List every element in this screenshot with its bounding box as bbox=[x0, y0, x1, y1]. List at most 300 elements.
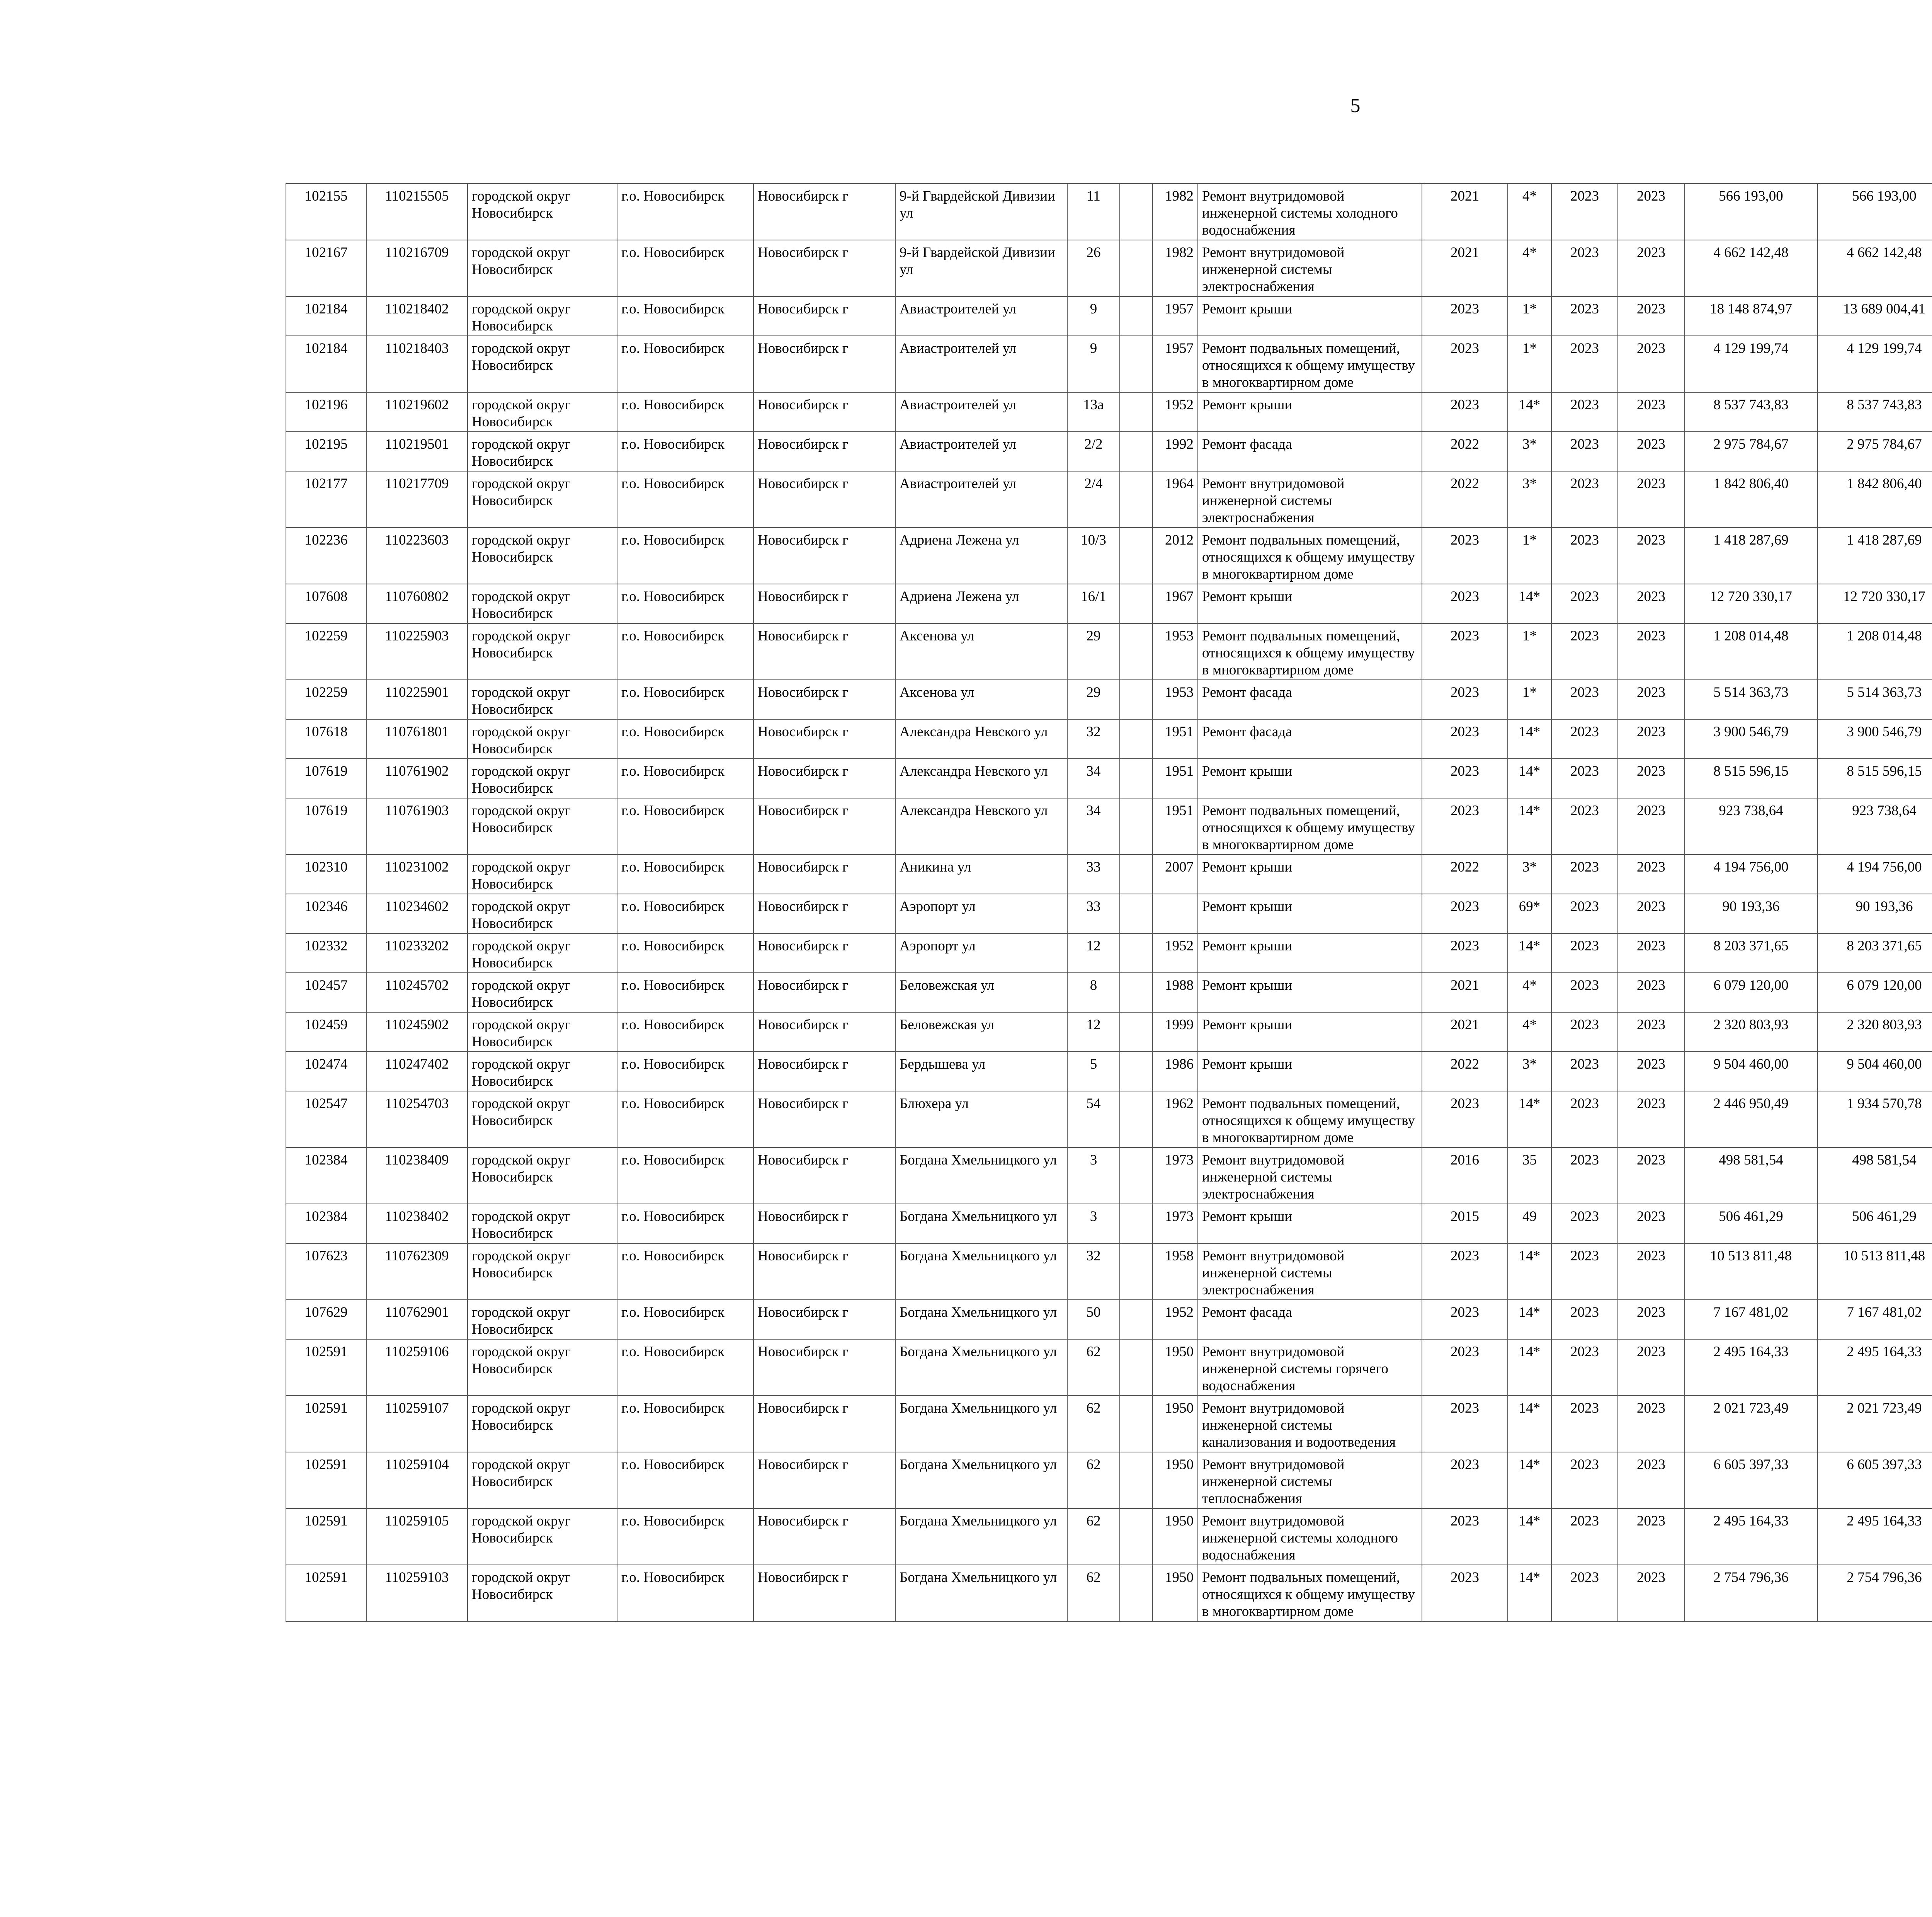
building-cell bbox=[1120, 1300, 1153, 1339]
fund-cost-cell: 2 754 796,36 bbox=[1818, 1565, 1932, 1621]
street-cell: Блюхера ул bbox=[895, 1091, 1067, 1147]
locality-cell: Новосибирск г bbox=[753, 336, 895, 392]
street-cell: Богдана Хмельницкого ул bbox=[895, 1565, 1067, 1621]
municipality-cell: городской округ Новосибирск bbox=[468, 1243, 617, 1300]
program-ref-cell: 4* bbox=[1508, 184, 1551, 240]
table-row bbox=[286, 933, 1932, 973]
year-built-cell: 1950 bbox=[1153, 1508, 1198, 1565]
planned-year-cell: 2023 bbox=[1422, 1508, 1508, 1565]
end-year-cell: 2023 bbox=[1618, 719, 1684, 759]
planned-year-cell: 2023 bbox=[1422, 759, 1508, 798]
locality-cell: Новосибирск г bbox=[753, 759, 895, 798]
locality-cell: Новосибирск г bbox=[753, 1147, 895, 1204]
total-cost-cell: 12 720 330,17 bbox=[1684, 584, 1818, 623]
start-year-cell: 2023 bbox=[1551, 623, 1618, 680]
program-ref-cell: 1* bbox=[1508, 680, 1551, 719]
house-number-cell: 16/1 bbox=[1067, 584, 1120, 623]
building-cell bbox=[1120, 1204, 1153, 1243]
building-cell bbox=[1120, 1012, 1153, 1052]
building-cell bbox=[1120, 240, 1153, 296]
total-cost-cell: 2 754 796,36 bbox=[1684, 1565, 1818, 1621]
start-year-cell: 2023 bbox=[1551, 1147, 1618, 1204]
end-year-cell: 2023 bbox=[1618, 1339, 1684, 1396]
program-ref-cell: 4* bbox=[1508, 1012, 1551, 1052]
work-type-cell: Ремонт подвальных помещений, относящихся к общему имуществу в многоквартирном доме bbox=[1198, 798, 1422, 855]
house-number-cell: 13а bbox=[1067, 392, 1120, 432]
year-built-cell: 1992 bbox=[1153, 432, 1198, 471]
building-cell bbox=[1120, 759, 1153, 798]
building-cell bbox=[1120, 1243, 1153, 1300]
work-type-cell: Ремонт крыши bbox=[1198, 392, 1422, 432]
building-cell bbox=[1120, 933, 1153, 973]
end-year-cell: 2023 bbox=[1618, 336, 1684, 392]
street-cell: Авиастроителей ул bbox=[895, 296, 1067, 336]
house-number-cell: 54 bbox=[1067, 1091, 1120, 1147]
planned-year-cell: 2015 bbox=[1422, 1204, 1508, 1243]
program-ref-cell: 3* bbox=[1508, 471, 1551, 528]
municipality-cell: городской округ Новосибирск bbox=[468, 1565, 617, 1621]
table-row bbox=[286, 759, 1932, 798]
total-cost-cell: 8 537 743,83 bbox=[1684, 392, 1818, 432]
table-row bbox=[286, 798, 1932, 855]
record-id-cell: 102184 bbox=[286, 296, 366, 336]
program-ref-cell: 3* bbox=[1508, 855, 1551, 894]
work-type-cell: Ремонт внутридомовой инженерной системы электроснабжения bbox=[1198, 471, 1422, 528]
end-year-cell: 2023 bbox=[1618, 1565, 1684, 1621]
year-built-cell: 1967 bbox=[1153, 584, 1198, 623]
building-cell bbox=[1120, 584, 1153, 623]
end-year-cell: 2023 bbox=[1618, 240, 1684, 296]
house-number-cell: 8 bbox=[1067, 973, 1120, 1012]
end-year-cell: 2023 bbox=[1618, 392, 1684, 432]
record-id-cell: 102591 bbox=[286, 1565, 366, 1621]
table-row bbox=[286, 1300, 1932, 1339]
program-ref-cell: 14* bbox=[1508, 933, 1551, 973]
work-type-cell: Ремонт крыши bbox=[1198, 894, 1422, 933]
street-cell: Богдана Хмельницкого ул bbox=[895, 1243, 1067, 1300]
year-built-cell: 1950 bbox=[1153, 1396, 1198, 1452]
planned-year-cell: 2023 bbox=[1422, 798, 1508, 855]
record-id-cell: 102547 bbox=[286, 1091, 366, 1147]
fund-cost-cell: 1 208 014,48 bbox=[1818, 623, 1932, 680]
locality-cell: Новосибирск г bbox=[753, 1012, 895, 1052]
work-id-cell: 110225903 bbox=[366, 623, 468, 680]
program-ref-cell: 14* bbox=[1508, 1565, 1551, 1621]
planned-year-cell: 2022 bbox=[1422, 1052, 1508, 1091]
municipal-unit-cell: г.о. Новосибирск bbox=[617, 1452, 753, 1508]
total-cost-cell: 923 738,64 bbox=[1684, 798, 1818, 855]
work-type-cell: Ремонт внутридомовой инженерной системы электроснабжения bbox=[1198, 1147, 1422, 1204]
work-id-cell: 110219501 bbox=[366, 432, 468, 471]
year-built-cell: 1973 bbox=[1153, 1147, 1198, 1204]
end-year-cell: 2023 bbox=[1618, 1147, 1684, 1204]
record-id-cell: 102474 bbox=[286, 1052, 366, 1091]
work-id-cell: 110216709 bbox=[366, 240, 468, 296]
end-year-cell: 2023 bbox=[1618, 184, 1684, 240]
year-built-cell: 1950 bbox=[1153, 1339, 1198, 1396]
planned-year-cell: 2023 bbox=[1422, 296, 1508, 336]
year-built-cell: 1951 bbox=[1153, 759, 1198, 798]
building-cell bbox=[1120, 894, 1153, 933]
record-id-cell: 102259 bbox=[286, 680, 366, 719]
start-year-cell: 2023 bbox=[1551, 1300, 1618, 1339]
program-ref-cell: 4* bbox=[1508, 973, 1551, 1012]
building-cell bbox=[1120, 1091, 1153, 1147]
work-id-cell: 110245902 bbox=[366, 1012, 468, 1052]
municipality-cell: городской округ Новосибирск bbox=[468, 528, 617, 584]
end-year-cell: 2023 bbox=[1618, 1452, 1684, 1508]
house-number-cell: 3 bbox=[1067, 1147, 1120, 1204]
program-ref-cell: 14* bbox=[1508, 1396, 1551, 1452]
locality-cell: Новосибирск г bbox=[753, 1243, 895, 1300]
house-number-cell: 50 bbox=[1067, 1300, 1120, 1339]
locality-cell: Новосибирск г bbox=[753, 1452, 895, 1508]
planned-year-cell: 2023 bbox=[1422, 1396, 1508, 1452]
municipal-unit-cell: г.о. Новосибирск bbox=[617, 680, 753, 719]
start-year-cell: 2023 bbox=[1551, 798, 1618, 855]
fund-cost-cell: 7 167 481,02 bbox=[1818, 1300, 1932, 1339]
end-year-cell: 2023 bbox=[1618, 432, 1684, 471]
municipality-cell: городской округ Новосибирск bbox=[468, 184, 617, 240]
locality-cell: Новосибирск г bbox=[753, 240, 895, 296]
planned-year-cell: 2023 bbox=[1422, 719, 1508, 759]
fund-cost-cell: 498 581,54 bbox=[1818, 1147, 1932, 1204]
street-cell: 9-й Гвардейской Дивизии ул bbox=[895, 184, 1067, 240]
fund-cost-cell: 6 605 397,33 bbox=[1818, 1452, 1932, 1508]
program-ref-cell: 14* bbox=[1508, 1508, 1551, 1565]
table-row bbox=[286, 240, 1932, 296]
house-number-cell: 29 bbox=[1067, 623, 1120, 680]
house-number-cell: 33 bbox=[1067, 855, 1120, 894]
work-type-cell: Ремонт крыши bbox=[1198, 296, 1422, 336]
total-cost-cell: 506 461,29 bbox=[1684, 1204, 1818, 1243]
program-ref-cell: 14* bbox=[1508, 719, 1551, 759]
record-id-cell: 102155 bbox=[286, 184, 366, 240]
record-id-cell: 102236 bbox=[286, 528, 366, 584]
start-year-cell: 2023 bbox=[1551, 296, 1618, 336]
fund-cost-cell: 12 720 330,17 bbox=[1818, 584, 1932, 623]
end-year-cell: 2023 bbox=[1618, 1204, 1684, 1243]
end-year-cell: 2023 bbox=[1618, 973, 1684, 1012]
end-year-cell: 2023 bbox=[1618, 894, 1684, 933]
municipality-cell: городской округ Новосибирск bbox=[468, 933, 617, 973]
year-built-cell: 1951 bbox=[1153, 719, 1198, 759]
record-id-cell: 102591 bbox=[286, 1452, 366, 1508]
municipal-unit-cell: г.о. Новосибирск bbox=[617, 855, 753, 894]
table-row bbox=[286, 680, 1932, 719]
locality-cell: Новосибирск г bbox=[753, 719, 895, 759]
house-number-cell: 62 bbox=[1067, 1452, 1120, 1508]
total-cost-cell: 2 021 723,49 bbox=[1684, 1396, 1818, 1452]
end-year-cell: 2023 bbox=[1618, 1396, 1684, 1452]
municipal-unit-cell: г.о. Новосибирск bbox=[617, 894, 753, 933]
year-built-cell: 1957 bbox=[1153, 296, 1198, 336]
work-type-cell: Ремонт крыши bbox=[1198, 933, 1422, 973]
street-cell: Богдана Хмельницкого ул bbox=[895, 1396, 1067, 1452]
record-id-cell: 102167 bbox=[286, 240, 366, 296]
planned-year-cell: 2022 bbox=[1422, 471, 1508, 528]
year-built-cell: 1953 bbox=[1153, 680, 1198, 719]
work-type-cell: Ремонт крыши bbox=[1198, 1012, 1422, 1052]
year-built-cell: 1950 bbox=[1153, 1565, 1198, 1621]
table-row bbox=[286, 1147, 1932, 1204]
table-row bbox=[286, 623, 1932, 680]
municipality-cell: городской округ Новосибирск bbox=[468, 336, 617, 392]
start-year-cell: 2023 bbox=[1551, 1452, 1618, 1508]
fund-cost-cell: 2 495 164,33 bbox=[1818, 1508, 1932, 1565]
program-ref-cell: 14* bbox=[1508, 1243, 1551, 1300]
street-cell: Богдана Хмельницкого ул bbox=[895, 1452, 1067, 1508]
municipality-cell: городской округ Новосибирск bbox=[468, 623, 617, 680]
work-id-cell: 110223603 bbox=[366, 528, 468, 584]
municipality-cell: городской округ Новосибирск bbox=[468, 432, 617, 471]
fund-cost-cell: 2 975 784,67 bbox=[1818, 432, 1932, 471]
fund-cost-cell: 5 514 363,73 bbox=[1818, 680, 1932, 719]
year-built-cell: 1950 bbox=[1153, 1452, 1198, 1508]
street-cell: Беловежская ул bbox=[895, 1012, 1067, 1052]
record-id-cell: 102459 bbox=[286, 1012, 366, 1052]
start-year-cell: 2023 bbox=[1551, 1243, 1618, 1300]
total-cost-cell: 7 167 481,02 bbox=[1684, 1300, 1818, 1339]
municipal-unit-cell: г.о. Новосибирск bbox=[617, 719, 753, 759]
table-row bbox=[286, 719, 1932, 759]
work-type-cell: Ремонт внутридомовой инженерной системы теплоснабжения bbox=[1198, 1452, 1422, 1508]
work-id-cell: 110238402 bbox=[366, 1204, 468, 1243]
work-type-cell: Ремонт внутридомовой инженерной системы канализования и водоотведения bbox=[1198, 1396, 1422, 1452]
repair-register-table bbox=[286, 183, 1932, 1622]
building-cell bbox=[1120, 973, 1153, 1012]
municipal-unit-cell: г.о. Новосибирск bbox=[617, 240, 753, 296]
house-number-cell: 32 bbox=[1067, 1243, 1120, 1300]
start-year-cell: 2023 bbox=[1551, 759, 1618, 798]
building-cell bbox=[1120, 1052, 1153, 1091]
fund-cost-cell: 4 194 756,00 bbox=[1818, 855, 1932, 894]
planned-year-cell: 2021 bbox=[1422, 240, 1508, 296]
municipal-unit-cell: г.о. Новосибирск bbox=[617, 1204, 753, 1243]
work-type-cell: Ремонт фасада bbox=[1198, 432, 1422, 471]
total-cost-cell: 1 842 806,40 bbox=[1684, 471, 1818, 528]
street-cell: Авиастроителей ул bbox=[895, 392, 1067, 432]
planned-year-cell: 2021 bbox=[1422, 973, 1508, 1012]
house-number-cell: 11 bbox=[1067, 184, 1120, 240]
municipality-cell: городской округ Новосибирск bbox=[468, 392, 617, 432]
planned-year-cell: 2016 bbox=[1422, 1147, 1508, 1204]
work-type-cell: Ремонт подвальных помещений, относящихся к общему имуществу в многоквартирном доме bbox=[1198, 1565, 1422, 1621]
end-year-cell: 2023 bbox=[1618, 798, 1684, 855]
end-year-cell: 2023 bbox=[1618, 1300, 1684, 1339]
year-built-cell: 1952 bbox=[1153, 392, 1198, 432]
municipal-unit-cell: г.о. Новосибирск bbox=[617, 528, 753, 584]
record-id-cell: 107619 bbox=[286, 798, 366, 855]
program-ref-cell: 14* bbox=[1508, 1452, 1551, 1508]
start-year-cell: 2023 bbox=[1551, 584, 1618, 623]
total-cost-cell: 566 193,00 bbox=[1684, 184, 1818, 240]
total-cost-cell: 90 193,36 bbox=[1684, 894, 1818, 933]
fund-cost-cell: 13 689 004,41 bbox=[1818, 296, 1932, 336]
municipal-unit-cell: г.о. Новосибирск bbox=[617, 184, 753, 240]
locality-cell: Новосибирск г bbox=[753, 184, 895, 240]
year-built-cell: 1982 bbox=[1153, 184, 1198, 240]
building-cell bbox=[1120, 1147, 1153, 1204]
record-id-cell: 102384 bbox=[286, 1204, 366, 1243]
end-year-cell: 2023 bbox=[1618, 855, 1684, 894]
table-row bbox=[286, 1565, 1932, 1621]
fund-cost-cell: 566 193,00 bbox=[1818, 184, 1932, 240]
locality-cell: Новосибирск г bbox=[753, 973, 895, 1012]
start-year-cell: 2023 bbox=[1551, 471, 1618, 528]
work-type-cell: Ремонт подвальных помещений, относящихся к общему имуществу в многоквартирном доме bbox=[1198, 1091, 1422, 1147]
end-year-cell: 2023 bbox=[1618, 471, 1684, 528]
fund-cost-cell: 8 203 371,65 bbox=[1818, 933, 1932, 973]
house-number-cell: 9 bbox=[1067, 296, 1120, 336]
municipality-cell: городской округ Новосибирск bbox=[468, 680, 617, 719]
street-cell: Аэропорт ул bbox=[895, 933, 1067, 973]
locality-cell: Новосибирск г bbox=[753, 584, 895, 623]
fund-cost-cell: 1 934 570,78 bbox=[1818, 1091, 1932, 1147]
municipal-unit-cell: г.о. Новосибирск bbox=[617, 798, 753, 855]
building-cell bbox=[1120, 528, 1153, 584]
work-type-cell: Ремонт крыши bbox=[1198, 584, 1422, 623]
work-id-cell: 110259104 bbox=[366, 1452, 468, 1508]
table-row bbox=[286, 894, 1932, 933]
street-cell: Аксенова ул bbox=[895, 623, 1067, 680]
start-year-cell: 2023 bbox=[1551, 1204, 1618, 1243]
work-id-cell: 110233202 bbox=[366, 933, 468, 973]
building-cell bbox=[1120, 1396, 1153, 1452]
table-row bbox=[286, 973, 1932, 1012]
end-year-cell: 2023 bbox=[1618, 933, 1684, 973]
page-number: 5 bbox=[1350, 95, 1361, 117]
program-ref-cell: 14* bbox=[1508, 1339, 1551, 1396]
planned-year-cell: 2023 bbox=[1422, 1300, 1508, 1339]
start-year-cell: 2023 bbox=[1551, 894, 1618, 933]
table-row bbox=[286, 184, 1932, 240]
planned-year-cell: 2023 bbox=[1422, 528, 1508, 584]
fund-cost-cell: 6 079 120,00 bbox=[1818, 973, 1932, 1012]
locality-cell: Новосибирск г bbox=[753, 933, 895, 973]
building-cell bbox=[1120, 1339, 1153, 1396]
total-cost-cell: 8 515 596,15 bbox=[1684, 759, 1818, 798]
municipal-unit-cell: г.о. Новосибирск bbox=[617, 1508, 753, 1565]
building-cell bbox=[1120, 719, 1153, 759]
work-id-cell: 110234602 bbox=[366, 894, 468, 933]
street-cell: Адриена Лежена ул bbox=[895, 584, 1067, 623]
municipality-cell: городской округ Новосибирск bbox=[468, 894, 617, 933]
work-id-cell: 110238409 bbox=[366, 1147, 468, 1204]
total-cost-cell: 498 581,54 bbox=[1684, 1147, 1818, 1204]
total-cost-cell: 2 446 950,49 bbox=[1684, 1091, 1818, 1147]
work-id-cell: 110761903 bbox=[366, 798, 468, 855]
program-ref-cell: 1* bbox=[1508, 296, 1551, 336]
work-id-cell: 110259107 bbox=[366, 1396, 468, 1452]
table-row bbox=[286, 1204, 1932, 1243]
municipal-unit-cell: г.о. Новосибирск bbox=[617, 296, 753, 336]
planned-year-cell: 2021 bbox=[1422, 1012, 1508, 1052]
street-cell: Авиастроителей ул bbox=[895, 336, 1067, 392]
house-number-cell: 26 bbox=[1067, 240, 1120, 296]
street-cell: Богдана Хмельницкого ул bbox=[895, 1204, 1067, 1243]
program-ref-cell: 35 bbox=[1508, 1147, 1551, 1204]
table-row bbox=[286, 855, 1932, 894]
municipality-cell: городской округ Новосибирск bbox=[468, 584, 617, 623]
total-cost-cell: 4 194 756,00 bbox=[1684, 855, 1818, 894]
start-year-cell: 2023 bbox=[1551, 1052, 1618, 1091]
building-cell bbox=[1120, 1565, 1153, 1621]
fund-cost-cell: 3 900 546,79 bbox=[1818, 719, 1932, 759]
total-cost-cell: 2 495 164,33 bbox=[1684, 1508, 1818, 1565]
start-year-cell: 2023 bbox=[1551, 528, 1618, 584]
total-cost-cell: 8 203 371,65 bbox=[1684, 933, 1818, 973]
planned-year-cell: 2023 bbox=[1422, 336, 1508, 392]
record-id-cell: 102310 bbox=[286, 855, 366, 894]
work-id-cell: 110761801 bbox=[366, 719, 468, 759]
record-id-cell: 102591 bbox=[286, 1339, 366, 1396]
street-cell: Авиастроителей ул bbox=[895, 471, 1067, 528]
start-year-cell: 2023 bbox=[1551, 240, 1618, 296]
start-year-cell: 2023 bbox=[1551, 392, 1618, 432]
work-id-cell: 110762901 bbox=[366, 1300, 468, 1339]
municipal-unit-cell: г.о. Новосибирск bbox=[617, 1300, 753, 1339]
program-ref-cell: 3* bbox=[1508, 1052, 1551, 1091]
total-cost-cell: 6 079 120,00 bbox=[1684, 973, 1818, 1012]
house-number-cell: 33 bbox=[1067, 894, 1120, 933]
record-id-cell: 107608 bbox=[286, 584, 366, 623]
year-built-cell: 1958 bbox=[1153, 1243, 1198, 1300]
record-id-cell: 102196 bbox=[286, 392, 366, 432]
municipality-cell: городской округ Новосибирск bbox=[468, 759, 617, 798]
work-id-cell: 110254703 bbox=[366, 1091, 468, 1147]
municipality-cell: городской округ Новосибирск bbox=[468, 1147, 617, 1204]
work-type-cell: Ремонт фасада bbox=[1198, 680, 1422, 719]
work-type-cell: Ремонт внутридомовой инженерной системы холодного водоснабжения bbox=[1198, 1508, 1422, 1565]
municipality-cell: городской округ Новосибирск bbox=[468, 1204, 617, 1243]
work-id-cell: 110761902 bbox=[366, 759, 468, 798]
street-cell: Александра Невского ул bbox=[895, 798, 1067, 855]
year-built-cell: 1982 bbox=[1153, 240, 1198, 296]
building-cell bbox=[1120, 392, 1153, 432]
planned-year-cell: 2022 bbox=[1422, 432, 1508, 471]
locality-cell: Новосибирск г bbox=[753, 680, 895, 719]
year-built-cell: 1999 bbox=[1153, 1012, 1198, 1052]
year-built-cell: 1953 bbox=[1153, 623, 1198, 680]
total-cost-cell: 5 514 363,73 bbox=[1684, 680, 1818, 719]
house-number-cell: 32 bbox=[1067, 719, 1120, 759]
start-year-cell: 2023 bbox=[1551, 1339, 1618, 1396]
municipality-cell: городской округ Новосибирск bbox=[468, 1091, 617, 1147]
total-cost-cell: 4 662 142,48 bbox=[1684, 240, 1818, 296]
year-built-cell: 1952 bbox=[1153, 1300, 1198, 1339]
planned-year-cell: 2023 bbox=[1422, 392, 1508, 432]
program-ref-cell: 14* bbox=[1508, 1091, 1551, 1147]
start-year-cell: 2023 bbox=[1551, 1012, 1618, 1052]
street-cell: Аэропорт ул bbox=[895, 894, 1067, 933]
house-number-cell: 62 bbox=[1067, 1396, 1120, 1452]
street-cell: Александра Невского ул bbox=[895, 759, 1067, 798]
start-year-cell: 2023 bbox=[1551, 1565, 1618, 1621]
municipality-cell: городской округ Новосибирск bbox=[468, 1508, 617, 1565]
end-year-cell: 2023 bbox=[1618, 1012, 1684, 1052]
locality-cell: Новосибирск г bbox=[753, 392, 895, 432]
program-ref-cell: 69* bbox=[1508, 894, 1551, 933]
municipal-unit-cell: г.о. Новосибирск bbox=[617, 1147, 753, 1204]
municipality-cell: городской округ Новосибирск bbox=[468, 973, 617, 1012]
municipality-cell: городской округ Новосибирск bbox=[468, 798, 617, 855]
total-cost-cell: 6 605 397,33 bbox=[1684, 1452, 1818, 1508]
house-number-cell: 3 bbox=[1067, 1204, 1120, 1243]
record-id-cell: 102457 bbox=[286, 973, 366, 1012]
table-row bbox=[286, 432, 1932, 471]
fund-cost-cell: 923 738,64 bbox=[1818, 798, 1932, 855]
